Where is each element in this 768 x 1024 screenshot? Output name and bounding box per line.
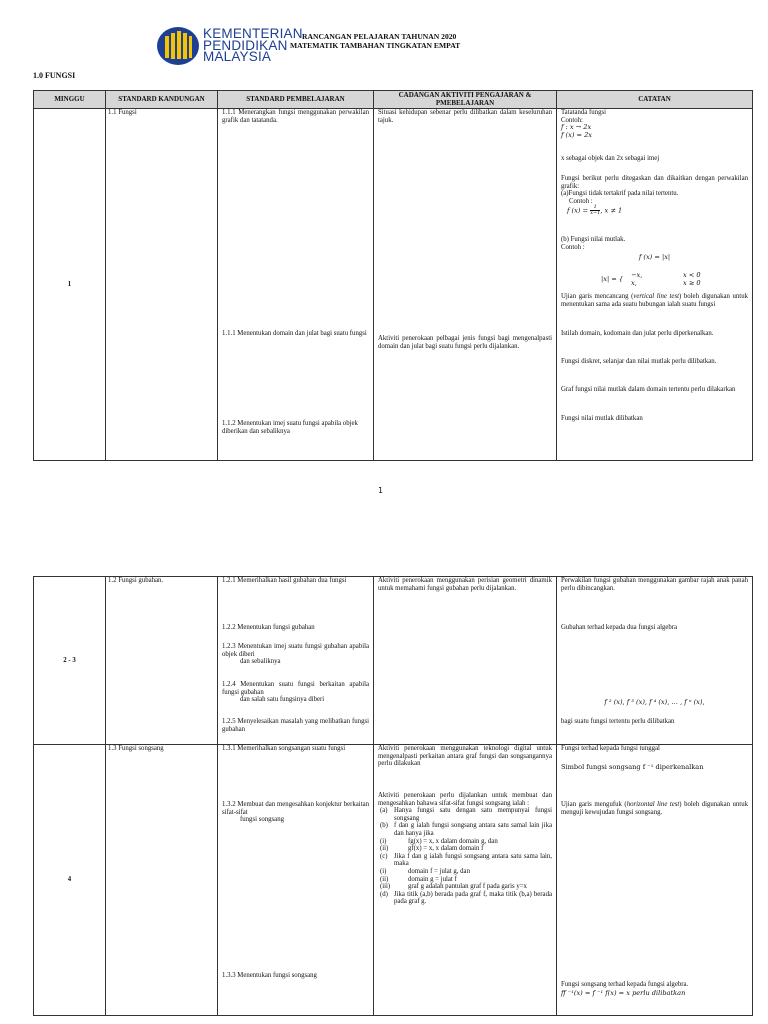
property-text: gf(x) = x, x dalam domain f <box>408 845 484 853</box>
formula-part: x, <box>631 279 637 287</box>
property-item <box>378 876 552 884</box>
property-text: f dan g ialah fungsi songsang antara satu samal lain jika dan hanya jika <box>394 822 552 837</box>
formula-part: f (x) = <box>567 206 591 215</box>
activities-cell <box>374 577 557 745</box>
notes-cell <box>557 577 753 745</box>
activity-text-2: Aktiviti penerokaan perlu dijalankan untuk membuat dan mengesahkan bahawa sifat-sifat fungsi songsang ialah : <box>378 792 552 807</box>
property-text: domain f = julat g, dan <box>408 867 470 875</box>
property-marker: (a) <box>380 807 388 815</box>
learning-std-1-3-1: 1.3.1 Memerihalkan songsangan suatu fungsi <box>222 745 346 752</box>
note-text: ) boleh digunakan untuk menguji kewujudan fungsi songsang. <box>561 801 748 816</box>
property-text: fg(x) = x, x dalam domain g, dan <box>408 837 498 845</box>
property-text: Jika f dan g ialah fungsi songsang antara satu sama lain, maka <box>394 852 552 868</box>
abs-piecewise-formula <box>601 272 748 288</box>
activities-cell <box>374 109 557 461</box>
document-header <box>290 32 460 50</box>
activity-properties <box>378 792 552 906</box>
note-text: Tatatanda fungsi <box>561 109 607 116</box>
note-formula: f (x) = |x| <box>638 253 671 262</box>
learning-std-1-2-5: 1.2.5 Menyelesaikan masalah yang melibatkan fungsi gubahan <box>222 718 369 733</box>
col-header-notes: CATATAN <box>557 91 753 109</box>
learning-std-1-2-2: 1.2.2 Menentukan fungsi gubahan <box>222 624 315 631</box>
learning-standard-cell <box>218 745 374 1016</box>
formula-part: x ≥ 0 <box>683 279 701 287</box>
note-text: Istilah domain, kodomain dan julat perlu diperkenalkan. <box>561 330 714 337</box>
ministry-logo <box>156 26 303 66</box>
week-cell: 4 <box>34 745 106 1016</box>
header-title-2: MATEMATIK TAMBAHAN TINGKATAN EMPAT <box>290 41 461 50</box>
section-title: 1.0 FUNGSI <box>33 71 76 80</box>
property-marker: (i) <box>380 867 387 875</box>
page-number: 1 <box>378 486 383 495</box>
property-marker: (ii) <box>380 845 389 853</box>
learning-standard-cell <box>218 577 374 745</box>
property-item <box>378 883 552 891</box>
note-text: Ujian garis mengufuk ( <box>561 801 627 808</box>
note-text: (a)Fungsi tidak tertakrif pada nilai tertentu. <box>561 190 679 198</box>
property-item <box>378 891 552 906</box>
property-item <box>378 868 552 876</box>
formula-part: −x, <box>631 271 643 279</box>
note-formula-fraction <box>561 205 748 216</box>
content-standard-cell: 1.2 Fungsi gubahan. <box>106 577 218 745</box>
ministry-name <box>203 28 303 63</box>
note-text: Fungsi terhad kepada fungsi tunggal <box>561 745 660 752</box>
note-formula: ff ⁻¹(x) = f ⁻¹ f(x) = x perlu dilibatkan <box>561 989 686 997</box>
col-header-week: MINGGU <box>34 91 106 109</box>
note-formula: f ² (x), f ³ (x), f ⁴ (x), … , f ⁿ (x), <box>604 698 705 706</box>
content-standard-cell: 1.1 Fungsi <box>106 109 218 461</box>
note-text: Fungsi nilai mutlak dilibatkan <box>561 415 643 422</box>
note-text: Graf fungsi nilai mutlak dalam domain tertentu perlu dilakarkan <box>561 386 736 393</box>
note-text: ) boleh digunakan untuk menentukan sama ada suatu hubungan ialah suatu fungsi <box>561 293 748 308</box>
note-text: Ujian garis mencancang ( <box>561 293 634 300</box>
note-text: Contoh: <box>561 116 583 124</box>
properties-list <box>378 807 552 906</box>
learning-std-text: 1.3.2 Membuat dan mengesahkan konjektur berkaitan sifat-sifat <box>222 801 369 816</box>
learning-std-1-3-3: 1.3.3 Menentukan fungsi songsang <box>222 972 317 979</box>
col-header-activities: CADANGAN AKTIVITI PENGAJARAN & PMEBELAJARAN <box>374 91 557 109</box>
note-vertical-line-test <box>561 293 748 308</box>
note-text: Contoh : <box>569 197 593 205</box>
note-formula: f : x → 2x <box>561 123 592 132</box>
ministry-line-1: KEMENTERIAN <box>203 26 303 41</box>
property-marker: (c) <box>380 852 388 860</box>
ministry-line-2: PENDIDIKAN <box>203 37 288 53</box>
notes-cell <box>557 745 753 1016</box>
note-text: Perwakilan fungsi gubahan menggunakan gambar rajah anak panah perlu dibincangkan. <box>561 577 748 592</box>
note-text: Fungsi diskret, selanjar dan nilai mutlak perlu dilibatkan. <box>561 358 717 365</box>
fraction <box>590 205 600 216</box>
activity-text: Aktiviti penerokaan menggunakan perisian geometri dinamik untuk memahami fungsi gubahan perlu dijalankan. <box>378 577 552 592</box>
formula-part: , x ≠ 1 <box>600 206 623 215</box>
plan-table-page1 <box>33 90 753 461</box>
property-text: domain g = julat f <box>408 875 457 883</box>
learning-std-1-2-3 <box>222 643 369 666</box>
activities-cell <box>374 745 557 1016</box>
formula-part: x < 0 <box>683 271 701 279</box>
table-row <box>34 577 753 745</box>
property-item <box>378 822 552 837</box>
property-marker: (ii) <box>380 875 389 883</box>
note-text: Fungsi songsang terhad kepada fungsi algebra. <box>561 981 689 988</box>
learning-std-1-1-2: 1.1.2 Menentukan imej suatu fungsi apabila objek diberikan dan sebaliknya <box>222 420 358 435</box>
learning-std-1-2-4 <box>222 681 369 704</box>
property-text: Jika titik (a,b) berada pada graf f, maka titik (b,a) berada pada graf g. <box>394 890 552 906</box>
note-text: bagi suatu fungsi tertentu perlu dilibatkan <box>561 718 675 725</box>
property-text: graf g adalah pantulan graf f pada garis y=x <box>408 883 527 891</box>
property-text: Hanya fungsi satu dengan satu mempunyai fungsi songsang <box>394 807 552 822</box>
note-text: Fungsi berikut perlu ditegaskan dan dikaitkan dengan perwakilan grafik: <box>561 175 748 190</box>
fraction-numerator: 1 <box>590 205 600 211</box>
note-emphasis: vertical line test <box>633 293 679 300</box>
property-item <box>378 807 552 822</box>
property-marker: (d) <box>380 890 388 898</box>
content-standard-cell: 1.3 Fungsi songsang <box>106 745 218 1016</box>
note-emphasis: horizontal line test <box>626 801 680 808</box>
learning-std-domain-text: 1.1.1 Menentukan domain dan julat bagi suatu fungsi <box>222 330 367 337</box>
note-formula: f (x) = 2x <box>561 130 593 139</box>
week-cell: 2 - 3 <box>34 577 106 745</box>
table-row <box>34 745 753 1016</box>
ministry-logo-icon <box>156 26 200 66</box>
col-header-content-standard: STANDARD KANDUNGAN <box>106 91 218 109</box>
learning-std-text: 1.2.4 Menentukan suatu fungsi berkaitan apabila fungsi gubahan <box>222 681 369 696</box>
activity-text-1: Aktiviti penerokaan menggunakan teknologi digital untuk mengenalpasti perkaitan antara graf fungsi dan songsangannya perlu dilakukan <box>378 745 552 768</box>
note-text <box>561 764 748 772</box>
learning-std-1-3-2 <box>222 801 369 824</box>
note-horizontal-line-test <box>561 801 748 816</box>
learning-std-domain <box>222 330 369 338</box>
learning-std-1-2-1: 1.2.1 Memerihalkan hasil gubahan dua fungsi <box>222 577 347 584</box>
notes-cell <box>557 109 753 461</box>
note-text: (b) Fungsi nilai mutlak. <box>561 236 626 243</box>
property-marker: (b) <box>380 822 388 830</box>
property-item <box>378 853 552 868</box>
learning-std-text: fungsi songsang <box>240 816 284 824</box>
col-header-learning-standard: STANDARD PEMBELAJARAN <box>218 91 374 109</box>
note-formula: Simbol fungsi songsang f ⁻¹ diperkenalkan <box>561 763 704 771</box>
property-marker: (i) <box>380 837 387 845</box>
property-item <box>378 845 552 853</box>
note-block <box>561 236 748 262</box>
learning-std-text: 1.2.3 Menentukan imej suatu fungsi gubahan apabila objek diberi <box>222 643 369 658</box>
plan-table-page2 <box>33 576 753 1016</box>
note-text: Contoh : <box>561 243 585 251</box>
week-cell: 1 <box>34 109 106 461</box>
learning-standard-cell <box>218 109 374 461</box>
fraction-denominator: x−1 <box>590 210 601 217</box>
note-text: Gubahan terhad kepada dua fungsi algebra <box>561 624 678 631</box>
note-block <box>561 175 748 216</box>
activity-text-2: Aktiviti penerokaan pelbagai jenis fungsi bagi mengenalpasti domain dan julat bagi suatu fungsi perlu dijalankan. <box>378 335 552 350</box>
property-item <box>378 838 552 846</box>
activity-text-1: Situasi kehidupan sebenar perlu dilibatkan dalam keseluruhan tajuk. <box>378 109 552 124</box>
header-title-1: RANCANGAN PELAJARAN TAHUNAN 2020 <box>302 32 457 41</box>
ministry-line-3: MALAYSIA <box>203 49 272 64</box>
note-text: x sebagai objek dan 2x sebagai imej <box>561 155 660 162</box>
learning-std-text: dan sebaliknya <box>240 658 281 666</box>
learning-std-1-1-1: 1.1.1 Menerangkan fungsi menggunakan perwakilan grafik dan tatatanda. <box>222 109 369 124</box>
property-marker: (iii) <box>380 883 391 891</box>
learning-std-text: dan salah satu fungsinya diberi <box>240 696 325 704</box>
formula-part: |x| = { <box>601 275 624 283</box>
